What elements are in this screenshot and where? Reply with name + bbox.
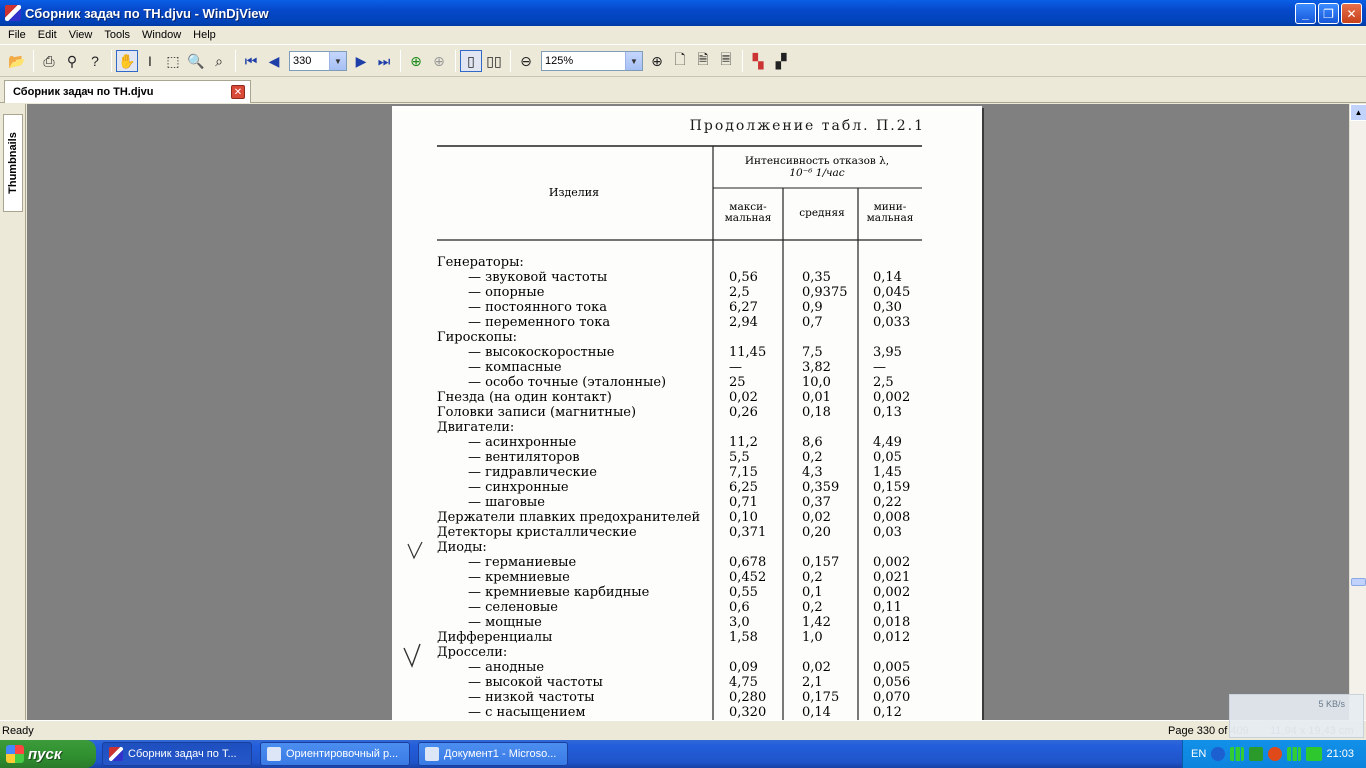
row-name: Дифференциалы [437,630,553,645]
start-label: пуск [28,745,62,763]
row-max: 0,371 [729,525,767,540]
back-icon[interactable]: ⊕ [410,52,422,69]
toolbar [0,46,1366,77]
title-bar [0,0,1366,26]
header-max-2: мальная [724,212,772,224]
menu-file[interactable]: File [8,29,26,41]
row-name: Держатели плавких предохранителей [437,510,701,525]
language-indicator[interactable]: EN [1191,748,1207,760]
row-name: — опорные [468,285,545,300]
row-min: 0,008 [873,510,911,525]
forward-icon[interactable]: ⊕ [433,52,445,69]
word-document-icon [425,747,439,761]
row-min: 0,002 [873,585,911,600]
signal-bars-icon[interactable] [1230,747,1244,761]
row-max: 1,58 [729,630,758,645]
clock: 21:03 [1326,748,1354,760]
row-avg: 0,14 [802,705,831,720]
row-name: — постоянного тока [468,300,607,315]
row-name: — шаговые [468,495,545,510]
page-table [392,106,982,720]
fit-width-icon[interactable]: 🗎 [697,51,709,67]
row-max: 7,15 [729,465,758,480]
print-icon[interactable]: ⎙ [43,52,55,69]
row-max: 0,6 [729,600,750,615]
display-mode-bw-icon[interactable]: ▞ [775,52,787,69]
row-avg: 3,82 [802,360,831,375]
document-viewport[interactable] [27,104,1349,720]
row-min: 0,05 [873,450,902,465]
row-name: — гидравлические [468,465,597,480]
row-avg: 1,42 [802,615,831,630]
row-name: — кремниевые [468,570,570,585]
header-avg: средняя [799,207,845,219]
header-product: Изделия [548,186,600,199]
row-name: — синхронные [468,480,569,495]
row-max: 6,25 [729,480,758,495]
row-name: — низкой частоты [468,690,595,705]
row-avg: 1,0 [802,630,823,645]
window-title: Сборник задач по TH.djvu - WinDjView [25,5,269,21]
row-avg: 0,18 [802,405,831,420]
taskbar-item-label: Документ1 - Microso... [444,748,557,760]
row-name: — селеновые [468,600,558,615]
row-min: 0,30 [873,300,902,315]
taskbar [0,740,1366,768]
row-min: 0,14 [873,270,902,285]
row-name: — асинхронные [468,435,577,450]
windjview-app-icon [5,5,21,21]
row-avg: 0,2 [802,450,823,465]
last-page-icon[interactable]: ⏭ [377,52,391,69]
row-max: 0,09 [729,660,758,675]
row-min: 0,005 [873,660,911,675]
document-tab-label: Сборник задач по TH.djvu [13,86,154,98]
row-min: 0,056 [873,675,911,690]
document-tab-bar [0,78,1366,103]
row-avg: 2,1 [802,675,823,690]
row-avg: 0,359 [802,480,840,495]
row-max: 25 [729,375,746,390]
row-max: 0,678 [729,555,767,570]
scroll-up-icon[interactable]: ▲ [1350,104,1366,121]
row-min: 0,22 [873,495,902,510]
network-speed-widget [1229,694,1364,738]
vertical-scrollbar[interactable] [1349,104,1366,720]
close-button[interactable]: ✕ [1341,3,1362,24]
row-max: 0,02 [729,390,758,405]
zoom-combo[interactable] [541,51,643,71]
previous-page-icon[interactable]: ◀ [268,52,280,69]
row-name: — вентиляторов [468,450,580,465]
taskbar-item-word-1[interactable] [260,742,410,766]
row-min: — [873,360,886,375]
row-name: — анодные [468,660,545,675]
row-max: 0,71 [729,495,758,510]
network-speed: 5 KB/s [1318,699,1345,709]
row-max: 0,26 [729,405,758,420]
row-name: — высокоскоростные [468,345,615,360]
header-min-1: мини- [873,201,907,213]
row-max: 4,75 [729,675,758,690]
system-tray [1182,740,1366,768]
row-max: 11,2 [729,435,758,450]
facing-pages-layout-icon[interactable]: ▯▯ [486,52,502,69]
row-avg: 0,37 [802,495,831,510]
app-tray-icon[interactable] [1249,747,1263,761]
minimize-button[interactable]: _ [1295,3,1316,24]
row-name: — высокой частоты [468,675,603,690]
row-max: 0,10 [729,510,758,525]
find-binoculars-icon[interactable]: ⚲ [66,52,78,69]
row-avg: 4,3 [802,465,823,480]
row-max: 0,280 [729,690,767,705]
row-avg: 10,0 [802,375,831,390]
row-min: 1,45 [873,465,902,480]
zoom-in-icon[interactable]: ⊕ [651,52,663,69]
row-min: 0,11 [873,600,902,615]
status-bar [0,720,1366,740]
row-avg: 0,2 [802,600,823,615]
row-name: — кремниевые карбидные [468,585,650,600]
row-avg: 0,20 [802,525,831,540]
taskbar-item-word-2[interactable] [418,742,568,766]
status-page-label: Page 330 of [1168,724,1228,737]
chevron-down-icon[interactable]: ▼ [625,52,642,70]
row-min: 4,49 [873,435,902,450]
taskbar-item-label: Сборник задач по Т... [128,748,237,760]
row-min: 0,045 [873,285,911,300]
chevron-down-icon[interactable]: ▼ [329,52,346,70]
text-select-icon[interactable]: I [148,53,152,69]
row-name: — мощные [468,615,542,630]
document-page [392,106,982,720]
row-min: 0,12 [873,705,902,720]
row-min: 0,018 [873,615,911,630]
actual-size-icon[interactable]: 🗏 [720,51,732,67]
row-min: 0,03 [873,525,902,540]
row-name: — германиевые [468,555,577,570]
zoom-out-icon[interactable]: ⊖ [520,52,532,69]
row-name: Двигатели: [437,420,515,435]
row-name: Диоды: [437,540,487,555]
close-tab-icon[interactable]: ✕ [231,85,245,99]
row-max: 2,94 [729,315,758,330]
whats-this-help-icon[interactable]: ? [91,53,99,69]
menu-window[interactable]: Window [142,29,182,41]
row-min: 2,5 [873,375,894,390]
header-rate-line1: Интенсивность отказов λ, [744,155,890,167]
windows-flag-icon [6,745,24,763]
row-name: — переменного тока [468,315,611,330]
row-min: 0,012 [873,630,911,645]
opera-tray-icon[interactable] [1268,747,1282,761]
menu-tools[interactable]: Tools [104,29,131,41]
row-avg: 0,1 [802,585,823,600]
header-rate-line2: 10⁻⁶ 1/час [789,167,845,179]
zoom-tool-icon[interactable]: 🔍 [187,52,205,69]
bluetooth-icon[interactable] [1211,747,1225,761]
row-max: 3,0 [729,615,750,630]
row-min: 0,070 [873,690,911,705]
row-name: Головки записи (магнитные) [437,405,637,420]
row-min: 0,002 [873,390,911,405]
row-avg: 8,6 [802,435,823,450]
row-name: — особо точные (эталонные) [468,375,667,390]
fit-page-icon[interactable]: 🗋 [674,51,686,67]
maximize-button[interactable]: ❐ [1318,3,1339,24]
row-name: Гироскопы: [437,330,518,345]
open-folder-icon[interactable]: 📂 [8,52,26,69]
hand-tool-icon[interactable]: ✋ [116,50,138,72]
row-avg: 0,9 [802,300,823,315]
row-avg: 0,175 [802,690,840,705]
menu-edit[interactable]: Edit [37,29,57,41]
row-name: — компасные [468,360,562,375]
row-avg: 0,02 [802,510,831,525]
row-max: 5,5 [729,450,750,465]
row-min: 3,95 [873,345,902,360]
table-caption: Продолжение табл. П.2.1 [689,118,925,134]
row-name: Детекторы кристаллические [437,525,637,540]
menu-bar [0,26,1366,45]
zoom-value: 125% [545,55,574,67]
menu-view[interactable]: View [68,29,93,41]
row-avg: 0,9375 [802,285,848,300]
single-page-layout-icon[interactable]: ▯ [460,50,482,72]
display-mode-color-icon[interactable]: ▚ [752,52,764,69]
start-button[interactable] [0,740,96,768]
battery-icon[interactable] [1306,747,1322,761]
taskbar-item-label: Ориентировочный р... [286,748,399,760]
menu-help[interactable]: Help [193,29,216,41]
page-number-combo[interactable] [289,51,347,71]
row-max: — [729,360,742,375]
first-page-icon[interactable]: ⏮ [244,52,258,69]
row-name: Гнезда (на один контакт) [437,390,612,405]
next-page-icon[interactable]: ▶ [355,52,367,69]
taskbar-item-windjview[interactable] [102,742,252,766]
row-min: 0,021 [873,570,911,585]
row-name: — с насыщением [468,705,586,720]
network-signal-icon[interactable] [1287,747,1301,761]
row-max: 2,5 [729,285,750,300]
row-avg: 0,157 [802,555,840,570]
row-avg: 0,01 [802,390,831,405]
row-max: 0,56 [729,270,758,285]
row-min: 0,002 [873,555,911,570]
row-name: — звуковой частоты [468,270,608,285]
status-ready: Ready [2,724,34,737]
row-min: 0,13 [873,405,902,420]
scrollbar-thumb[interactable] [1351,578,1366,586]
rect-select-icon[interactable]: ⬚ [166,52,180,69]
row-max: 6,27 [729,300,758,315]
row-min: 0,033 [873,315,911,330]
word-document-icon [267,747,281,761]
header-max-1: макси- [729,201,767,213]
row-max: 0,452 [729,570,767,585]
row-max: 0,55 [729,585,758,600]
row-avg: 0,2 [802,570,823,585]
row-max: 11,45 [729,345,767,360]
page-number-value: 330 [293,55,312,67]
header-min-2: мальная [866,212,914,224]
row-max: 0,320 [729,705,767,720]
row-name: Генераторы: [437,255,524,270]
row-avg: 0,7 [802,315,823,330]
document-tab[interactable] [4,80,251,103]
row-avg: 7,5 [802,345,823,360]
thumbnails-tab-label: Thumbnails [7,132,20,194]
row-avg: 0,02 [802,660,831,675]
sidebar [0,104,26,720]
row-min: 0,159 [873,480,911,495]
thumbnails-tab[interactable] [3,114,23,212]
row-name: Дроссели: [437,645,508,660]
zoom-rect-icon[interactable]: ⌕ [215,52,223,69]
row-avg: 0,35 [802,270,831,285]
windjview-icon [109,747,123,761]
